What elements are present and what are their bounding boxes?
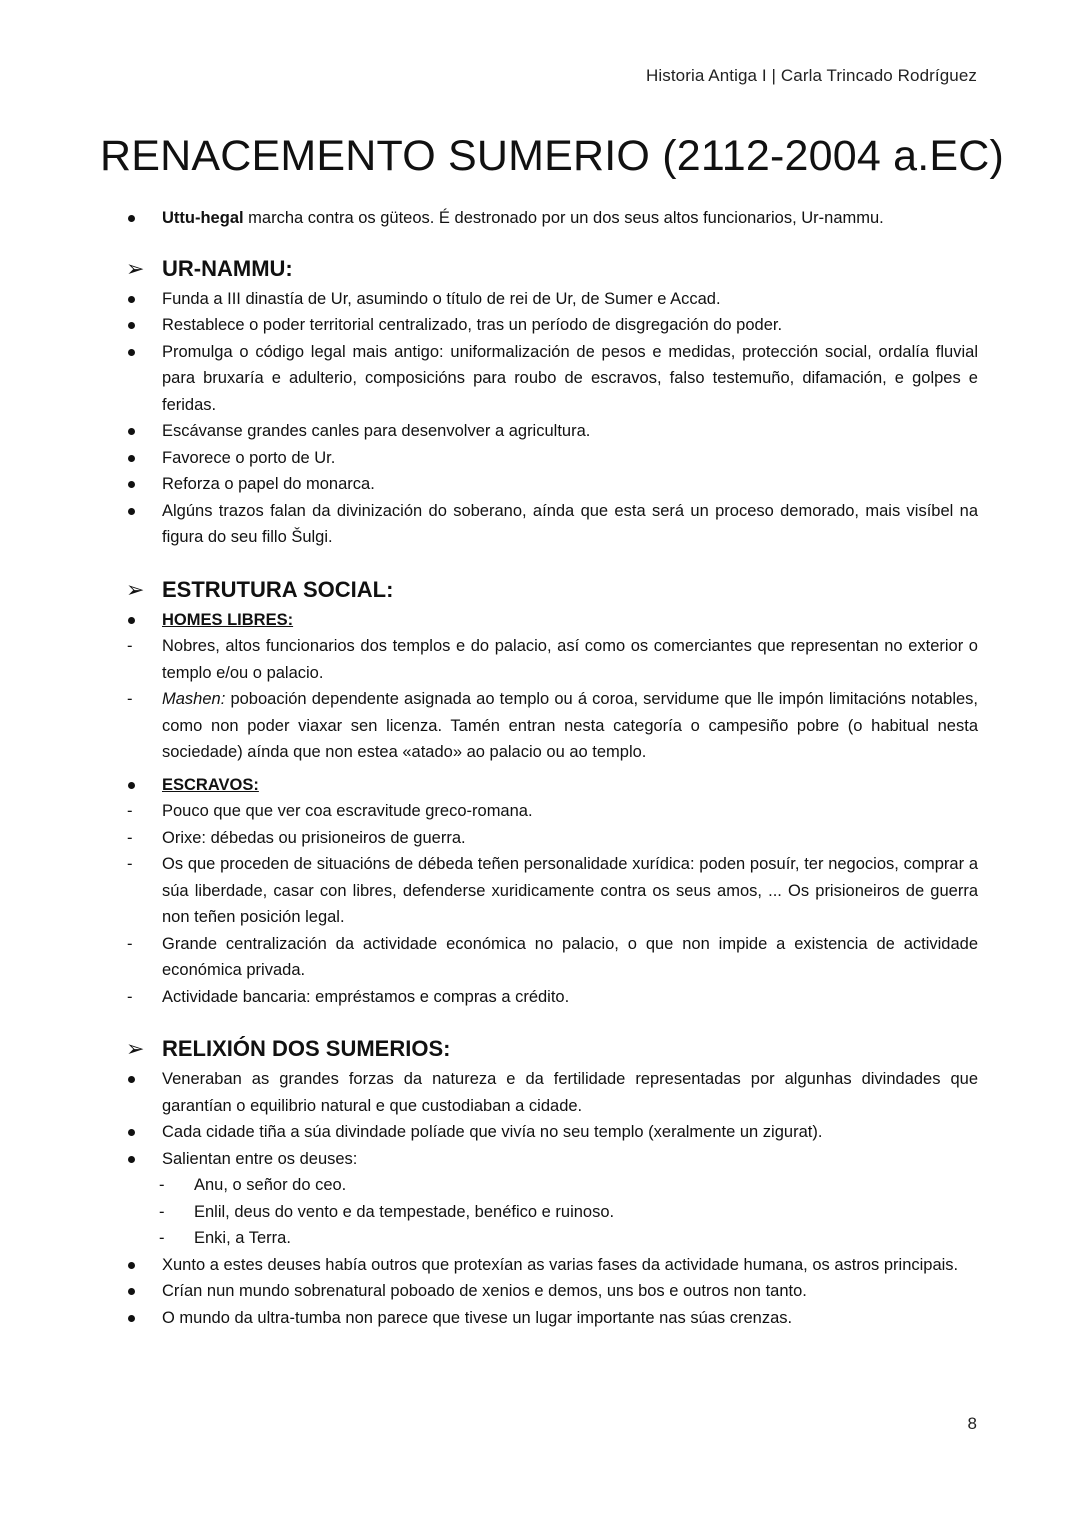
document-body (126, 205, 978, 1331)
god-item-enki: Enki, a Terra. (194, 1229, 291, 1247)
list-item: Grande centralización da actividade económica no palacio, o que non impide a existencia de actividade económica privada. (162, 934, 978, 979)
list-item: Os que proceden de situacións de débeda teñen personalidade xurídica: poden posuír, ter negocios, comprar a súa liberdade, casar con libres, defenderse xuridicamente contra os seus amos, ... Os prisioneiros de guerra non teñen posición legal. (162, 855, 978, 926)
list-item: Pouco que que ver coa escravitude greco-romana. (162, 802, 533, 820)
subheading-escravos: ESCRAVOS: (162, 775, 259, 794)
intro-text: marcha contra os güteos. É destronado por un dos seus altos funcionarios, Ur-nammu. (243, 209, 884, 227)
god-item-anu: Anu, o señor do ceo. (194, 1176, 347, 1194)
list-item: Cada cidade tiña a súa divindade políade que vivía no seu templo (xeralmente un zigurat). (162, 1123, 823, 1141)
arrow-bullet-icon: ➢ (126, 1036, 145, 1061)
mashen-term: Mashen: (162, 690, 226, 708)
list-item: Funda a III dinastía de Ur, asumindo o título de rei de Ur, de Sumer e Accad. (162, 289, 721, 308)
intro-name: Uttu-hegal (162, 209, 244, 227)
arrow-bullet-icon: ➢ (126, 255, 145, 281)
intro-bullet (126, 205, 978, 232)
list-item: Favorece o porto de Ur. (162, 448, 336, 467)
god-item-enlil: Enlil, deus do vento e da tempestade, benéfico e ruinoso. (194, 1202, 615, 1221)
list-item: O mundo da ultra-tumba non parece que tivese un lugar importante nas súas crenzas. (162, 1308, 793, 1327)
list-item: Algúns trazos falan da divinización do soberano, aínda que esta será un proceso demorado, mais visíbel na figura do seu fillo Šulgi. (162, 501, 978, 546)
page-title: RENACEMENTO SUMERIO (2112-2004 a.EC) (99, 132, 1005, 180)
section-heading-estrutura-social: ➢ ESTRUTURA SOCIAL: (126, 575, 978, 605)
list-item: Nobres, altos funcionarios dos templos e do palacio, así como os comerciantes que representan no exterior o templo e/ou o palacio. (162, 637, 978, 682)
list-item: Orixe: débedas ou prisioneiros de guerra. (162, 828, 466, 847)
section-heading-ur-nammu: ➢ UR-NAMMU: (126, 254, 978, 284)
list-item: Crían nun mundo sobrenatural poboado de xenios e demos, uns bos e outros non tanto. (162, 1282, 807, 1300)
list-item: Actividade bancaria: empréstamos e compras a crédito. (162, 987, 570, 1006)
arrow-bullet-icon: ➢ (126, 576, 145, 602)
list-item: Reforza o papel do monarca. (162, 475, 375, 493)
subheading-homes-libres: HOMES LIBRES: (162, 610, 294, 629)
section-heading-relixion: ➢ RELIXIÓN DOS SUMERIOS: (126, 1034, 978, 1064)
list-item: Promulga o código legal mais antigo: uniformalización de pesos e medidas, protección social, ordalía fluvial para bruxaría e adulterio, composicións para roubo de escravos, falso testemuño, difamación, e golpes e feridas. (162, 342, 978, 414)
page-number: 8 (967, 1414, 977, 1433)
running-header: Historia Antiga I | Carla Trincado Rodríguez (645, 66, 977, 85)
list-item: Salientan entre os deuses: (162, 1149, 358, 1168)
list-item-mashen: Mashen: poboación dependente asignada ao templo ou á coroa, servidume que lle impón limitacións notables, como non poder viaxar sen licenza. Tamén entran nesta categoría o campesiño pobre (o habitual nesta sociedade) aínda que non estea «atado» ao palacio ou ao templo. (162, 690, 978, 761)
list-item: Veneraban as grandes forzas da natureza e da fertilidade representadas por algunhas divindades que garantían o equilibrio natural e que custodiaban a cidade. (162, 1070, 978, 1115)
list-item: Restablece o poder territorial centralizado, tras un período de disgregación do poder. (162, 316, 783, 334)
list-item: Xunto a estes deuses había outros que protexían as varias fases da actividade humana, os astros principais. (162, 1255, 959, 1274)
list-item: Escávanse grandes canles para desenvolver a agricultura. (162, 422, 591, 440)
